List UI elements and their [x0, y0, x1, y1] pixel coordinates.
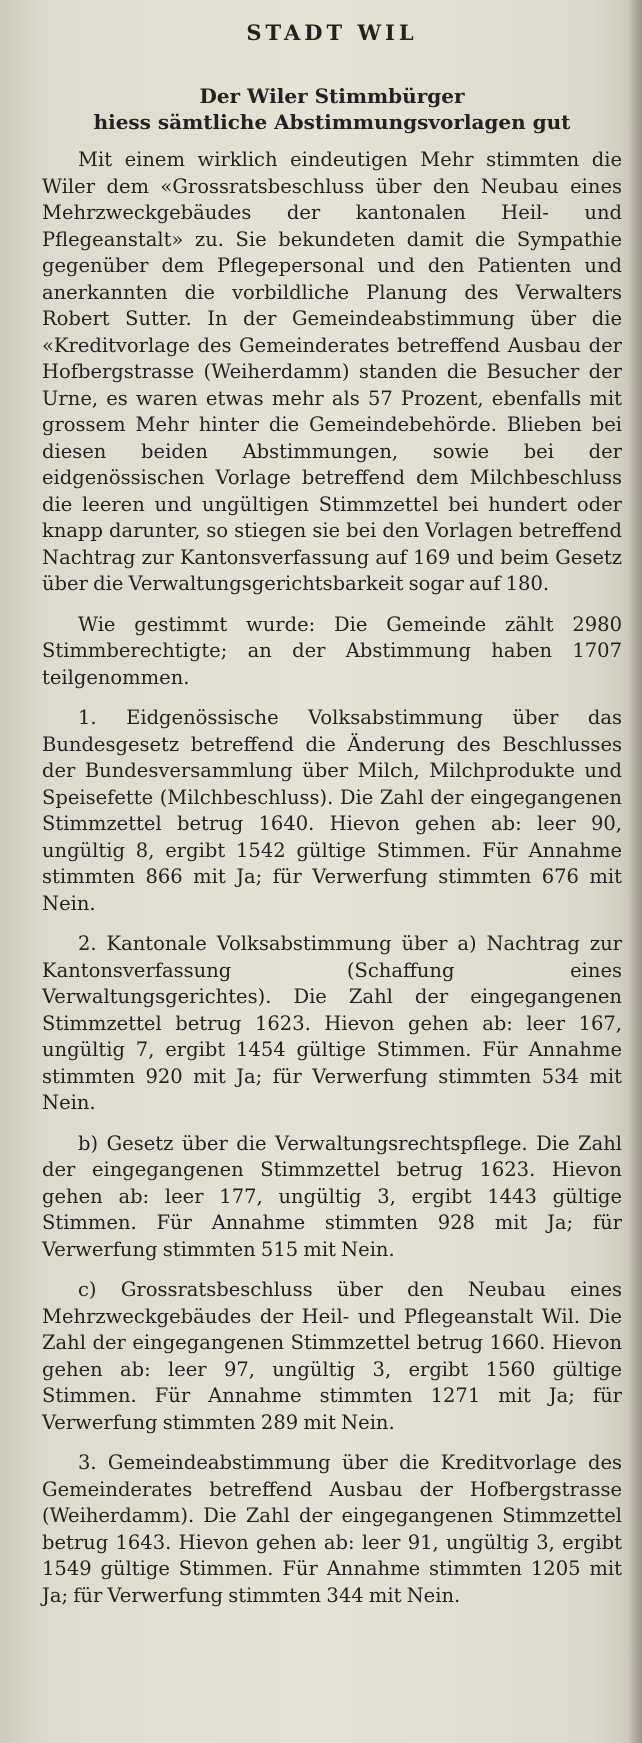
paragraph-intro: Mit einem wirklich eindeutigen Mehr stimmten die Wiler dem «Grossratsbeschluss über den Neubau eines Mehrzweckgebäudes der kantonalen Heil- und Pflegeanstalt» zu. Sie bekundeten damit die Sympathie gegenüber dem Pflegepersonal und den Patienten und anerkannten die vorbildliche Planung des Verwalters Robert Sutter. In der Gemeindeabstimmung über die «Kreditvorlage des Gemeinderates betreffend Ausbau der Hofbergstrasse (Weiherdamm) standen die Besucher der Urne, es waren etwas mehr als 57 Prozent, ebenfalls mit grossem Mehr hinter die Gemeindebehörde. Blieben bei diesen beiden Abstimmungen, sowie bei der eidgenössischen Vorlage betreffend dem Milchbeschluss die leeren und ungültigen Stimmzettel bei hundert oder knapp darunter, so stiegen sie bei den Vorlagen betreffend Nachtrag zur Kantonsverfassung auf 169 und beim Gesetz über die Verwaltungsgerichtsbarkeit sogar auf 180.: [42, 148, 622, 595]
headline-line-1: Der Wiler Stimmbürger: [199, 84, 465, 108]
paragraph-vote-2a: 2. Kantonale Volksabstimmung über a) Nachtrag zur Kantonsverfassung (Schaffung eines Verwaltungsgerichtes). Die Zahl der eingegangenen Stimmzettel betrug 1623. Hievon gehen ab: leer 167, ungültig 7, ergibt 1454 gültige Stimmen. Für Annahme stimmten 920 mit Ja; für Verwerfung stimmten 534 mit Nein.: [42, 932, 622, 1114]
paragraph-vote-2b: b) Gesetz über die Verwaltungsrechtspflege. Die Zahl der eingegangenen Stimmzettel betrug 1623. Hievon gehen ab: leer 177, ungültig 3, ergibt 1443 gültige Stimmen. Für Annahme stimmten 928 mit Ja; für Verwerfung stimmten 515 mit Nein.: [42, 1131, 622, 1261]
headline: [42, 83, 622, 135]
paragraph-vote-3: 3. Gemeindeabstimmung über die Kreditvorlage des Gemeinderates betreffend Ausbau der Hofbergstrasse (Weiherdamm). Die Zahl der eingegangenen Stimmzettel betrug 1643. Hievon gehen ab: leer 91, ungültig 3, ergibt 1549 gültige Stimmen. Für Annahme stimmten 1205 mit Ja; für Verwerfung stimmten 344 mit Nein.: [42, 1451, 622, 1607]
section-title: STADT WIL: [246, 20, 418, 45]
paragraph-vote-2c: c) Grossratsbeschluss über den Neubau eines Mehrzweckgebäudes der Heil- und Pflegeanstalt Wil. Die Zahl der eingegangenen Stimmzettel betrug 1660. Hievon gehen ab: leer 97, ungültig 3, ergibt 1560 gültige Stimmen. Für Annahme stimmten 1271 mit Ja; für Verwerfung stimmten 289 mit Nein.: [42, 1278, 622, 1434]
page-edge-shadow: [628, 0, 642, 1743]
paragraph-vote-1: 1. Eidgenössische Volksabstimmung über das Bundesgesetz betreffend die Änderung des Beschlusses der Bundesversammlung über Milch, Milchprodukte und Speisefette (Milchbeschluss). Die Zahl der eingegangenen Stimmzettel betrug 1640. Hievon gehen ab: leer 90, ungültig 8, ergibt 1542 gültige Stimmen. Für Annahme stimmten 866 mit Ja; für Verwerfung stimmten 676 mit Nein.: [42, 706, 622, 915]
headline-line-2: hiess sämtliche Abstimmungsvorlagen gut: [93, 110, 571, 134]
paragraph-turnout: Wie gestimmt wurde: Die Gemeinde zählt 2980 Stimmberechtigte; an der Abstimmung haben 1707 teilgenommen.: [42, 612, 622, 689]
